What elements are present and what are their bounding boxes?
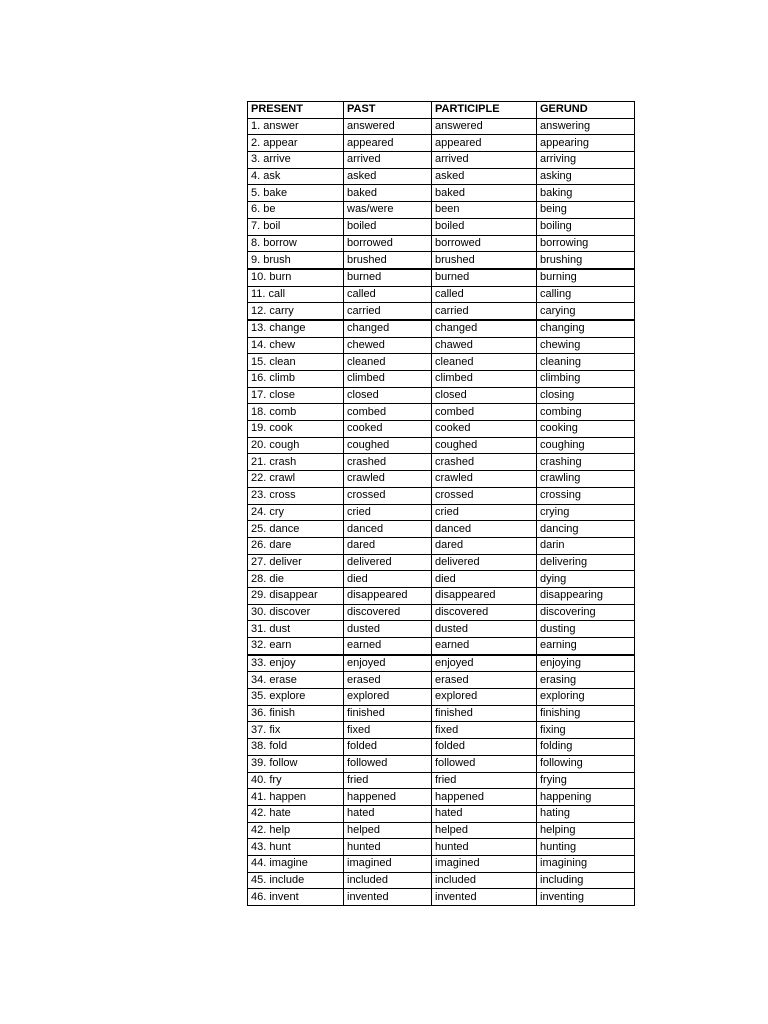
- cell-present: 3. arrive: [248, 152, 344, 169]
- cell-past: disappeared: [344, 587, 432, 604]
- cell-participle: dared: [432, 537, 537, 554]
- cell-gerund: carying: [537, 303, 635, 320]
- table-row: [248, 218, 635, 235]
- cell-gerund: folding: [537, 739, 635, 756]
- cell-gerund: burning: [537, 269, 635, 286]
- cell-present: 28. die: [248, 571, 344, 588]
- cell-past: erased: [344, 672, 432, 689]
- cell-participle: folded: [432, 739, 537, 756]
- cell-present: 7. boil: [248, 218, 344, 235]
- cell-participle: arrived: [432, 152, 537, 169]
- cell-participle: helped: [432, 822, 537, 839]
- cell-gerund: hunting: [537, 839, 635, 856]
- cell-participle: finished: [432, 705, 537, 722]
- cell-participle: cleaned: [432, 354, 537, 371]
- cell-past: climbed: [344, 371, 432, 388]
- table-row: [248, 152, 635, 169]
- cell-participle: followed: [432, 755, 537, 772]
- table-row: [248, 135, 635, 152]
- cell-gerund: boiling: [537, 218, 635, 235]
- table-row: [248, 168, 635, 185]
- cell-present: 44. imagine: [248, 855, 344, 872]
- cell-participle: delivered: [432, 554, 537, 571]
- cell-present: 30. discover: [248, 604, 344, 621]
- cell-gerund: frying: [537, 772, 635, 789]
- cell-past: carried: [344, 303, 432, 320]
- cell-participle: burned: [432, 269, 537, 286]
- cell-past: fixed: [344, 722, 432, 739]
- cell-gerund: dying: [537, 571, 635, 588]
- cell-past: folded: [344, 739, 432, 756]
- header-past: PAST: [344, 102, 432, 119]
- table-row: [248, 202, 635, 219]
- table-row: [248, 371, 635, 388]
- cell-past: enjoyed: [344, 655, 432, 672]
- cell-gerund: delivering: [537, 554, 635, 571]
- table-row: [248, 404, 635, 421]
- cell-gerund: answering: [537, 118, 635, 135]
- cell-participle: happened: [432, 789, 537, 806]
- cell-gerund: imagining: [537, 855, 635, 872]
- cell-past: coughed: [344, 437, 432, 454]
- cell-gerund: crossing: [537, 487, 635, 504]
- cell-past: died: [344, 571, 432, 588]
- table-row: [248, 537, 635, 554]
- cell-gerund: closing: [537, 387, 635, 404]
- cell-participle: coughed: [432, 437, 537, 454]
- cell-participle: disappeared: [432, 587, 537, 604]
- cell-gerund: erasing: [537, 672, 635, 689]
- cell-participle: asked: [432, 168, 537, 185]
- cell-gerund: finishing: [537, 705, 635, 722]
- cell-past: borrowed: [344, 235, 432, 252]
- cell-gerund: changing: [537, 320, 635, 337]
- cell-present: 16. climb: [248, 371, 344, 388]
- cell-participle: changed: [432, 320, 537, 337]
- cell-present: 4. ask: [248, 168, 344, 185]
- cell-past: hunted: [344, 839, 432, 856]
- table-row: [248, 421, 635, 438]
- cell-present: 33. enjoy: [248, 655, 344, 672]
- cell-present: 13. change: [248, 320, 344, 337]
- cell-present: 15. clean: [248, 354, 344, 371]
- cell-gerund: including: [537, 872, 635, 889]
- cell-gerund: following: [537, 755, 635, 772]
- cell-gerund: combing: [537, 404, 635, 421]
- table-row: [248, 655, 635, 672]
- cell-participle: appeared: [432, 135, 537, 152]
- table-row: [248, 286, 635, 303]
- cell-present: 25. dance: [248, 521, 344, 538]
- cell-past: discovered: [344, 604, 432, 621]
- cell-present: 1. answer: [248, 118, 344, 135]
- cell-past: cooked: [344, 421, 432, 438]
- cell-participle: climbed: [432, 371, 537, 388]
- cell-participle: carried: [432, 303, 537, 320]
- table-row: [248, 805, 635, 822]
- cell-participle: cried: [432, 504, 537, 521]
- cell-gerund: dusting: [537, 621, 635, 638]
- cell-past: followed: [344, 755, 432, 772]
- cell-participle: hunted: [432, 839, 537, 856]
- cell-present: 38. fold: [248, 739, 344, 756]
- cell-past: chewed: [344, 337, 432, 354]
- cell-gerund: baking: [537, 185, 635, 202]
- cell-gerund: hating: [537, 805, 635, 822]
- cell-participle: included: [432, 872, 537, 889]
- table-row: [248, 672, 635, 689]
- cell-gerund: disappearing: [537, 587, 635, 604]
- cell-present: 32. earn: [248, 638, 344, 655]
- cell-participle: been: [432, 202, 537, 219]
- table-row: [248, 252, 635, 269]
- table-row: [248, 303, 635, 320]
- header-present: PRESENT: [248, 102, 344, 119]
- cell-participle: erased: [432, 672, 537, 689]
- header-row: [248, 102, 635, 119]
- cell-gerund: brushing: [537, 252, 635, 269]
- cell-participle: borrowed: [432, 235, 537, 252]
- cell-present: 21. crash: [248, 454, 344, 471]
- cell-past: combed: [344, 404, 432, 421]
- cell-gerund: fixing: [537, 722, 635, 739]
- cell-present: 29. disappear: [248, 587, 344, 604]
- table-row: [248, 839, 635, 856]
- cell-past: helped: [344, 822, 432, 839]
- cell-participle: closed: [432, 387, 537, 404]
- cell-past: imagined: [344, 855, 432, 872]
- cell-past: called: [344, 286, 432, 303]
- cell-participle: hated: [432, 805, 537, 822]
- cell-past: answered: [344, 118, 432, 135]
- cell-participle: dusted: [432, 621, 537, 638]
- cell-past: baked: [344, 185, 432, 202]
- cell-gerund: climbing: [537, 371, 635, 388]
- cell-present: 17. close: [248, 387, 344, 404]
- cell-present: 24. cry: [248, 504, 344, 521]
- cell-participle: combed: [432, 404, 537, 421]
- cell-gerund: cooking: [537, 421, 635, 438]
- table-row: [248, 554, 635, 571]
- cell-participle: earned: [432, 638, 537, 655]
- cell-past: fried: [344, 772, 432, 789]
- table-row: [248, 337, 635, 354]
- cell-past: boiled: [344, 218, 432, 235]
- cell-participle: invented: [432, 889, 537, 906]
- cell-present: 43. hunt: [248, 839, 344, 856]
- table-row: [248, 772, 635, 789]
- cell-past: crashed: [344, 454, 432, 471]
- cell-present: 20. cough: [248, 437, 344, 454]
- cell-gerund: inventing: [537, 889, 635, 906]
- cell-gerund: crying: [537, 504, 635, 521]
- cell-gerund: helping: [537, 822, 635, 839]
- table-row: [248, 855, 635, 872]
- cell-present: 2. appear: [248, 135, 344, 152]
- cell-past: invented: [344, 889, 432, 906]
- cell-past: delivered: [344, 554, 432, 571]
- cell-participle: chawed: [432, 337, 537, 354]
- cell-participle: discovered: [432, 604, 537, 621]
- table-row: [248, 621, 635, 638]
- cell-past: arrived: [344, 152, 432, 169]
- cell-gerund: borrowing: [537, 235, 635, 252]
- table-row: [248, 722, 635, 739]
- cell-present: 31. dust: [248, 621, 344, 638]
- cell-past: dared: [344, 537, 432, 554]
- cell-participle: fixed: [432, 722, 537, 739]
- cell-participle: crossed: [432, 487, 537, 504]
- table-row: [248, 789, 635, 806]
- cell-present: 39. follow: [248, 755, 344, 772]
- cell-participle: called: [432, 286, 537, 303]
- cell-past: included: [344, 872, 432, 889]
- table-row: [248, 689, 635, 706]
- cell-past: crossed: [344, 487, 432, 504]
- cell-past: burned: [344, 269, 432, 286]
- table-row: [248, 118, 635, 135]
- cell-participle: died: [432, 571, 537, 588]
- table-row: [248, 604, 635, 621]
- cell-gerund: coughing: [537, 437, 635, 454]
- cell-participle: explored: [432, 689, 537, 706]
- cell-present: 23. cross: [248, 487, 344, 504]
- cell-present: 35. explore: [248, 689, 344, 706]
- table-row: [248, 822, 635, 839]
- cell-present: 40. fry: [248, 772, 344, 789]
- table-row: [248, 454, 635, 471]
- cell-past: earned: [344, 638, 432, 655]
- cell-past: cried: [344, 504, 432, 521]
- cell-participle: boiled: [432, 218, 537, 235]
- table-row: [248, 437, 635, 454]
- cell-participle: brushed: [432, 252, 537, 269]
- cell-present: 45. include: [248, 872, 344, 889]
- cell-present: 36. finish: [248, 705, 344, 722]
- table-row: [248, 755, 635, 772]
- cell-present: 41. happen: [248, 789, 344, 806]
- cell-gerund: discovering: [537, 604, 635, 621]
- table-row: [248, 269, 635, 286]
- cell-past: was/were: [344, 202, 432, 219]
- cell-past: brushed: [344, 252, 432, 269]
- cell-gerund: arriving: [537, 152, 635, 169]
- cell-past: explored: [344, 689, 432, 706]
- cell-gerund: appearing: [537, 135, 635, 152]
- cell-participle: crawled: [432, 471, 537, 488]
- cell-gerund: crawling: [537, 471, 635, 488]
- cell-participle: imagined: [432, 855, 537, 872]
- cell-past: danced: [344, 521, 432, 538]
- table-row: [248, 320, 635, 337]
- cell-gerund: calling: [537, 286, 635, 303]
- cell-participle: fried: [432, 772, 537, 789]
- table-row: [248, 387, 635, 404]
- cell-past: closed: [344, 387, 432, 404]
- cell-past: asked: [344, 168, 432, 185]
- table-row: [248, 487, 635, 504]
- cell-past: dusted: [344, 621, 432, 638]
- cell-present: 6. be: [248, 202, 344, 219]
- table-row: [248, 521, 635, 538]
- table-row: [248, 872, 635, 889]
- table-row: [248, 705, 635, 722]
- cell-past: happened: [344, 789, 432, 806]
- cell-present: 12. carry: [248, 303, 344, 320]
- cell-present: 8. borrow: [248, 235, 344, 252]
- cell-present: 14. chew: [248, 337, 344, 354]
- cell-present: 10. burn: [248, 269, 344, 286]
- cell-gerund: earning: [537, 638, 635, 655]
- table-row: [248, 354, 635, 371]
- cell-present: 22. crawl: [248, 471, 344, 488]
- cell-present: 46. invent: [248, 889, 344, 906]
- cell-present: 42. help: [248, 822, 344, 839]
- table-row: [248, 739, 635, 756]
- cell-past: cleaned: [344, 354, 432, 371]
- header-gerund: GERUND: [537, 102, 635, 119]
- table-row: [248, 504, 635, 521]
- cell-past: appeared: [344, 135, 432, 152]
- table-row: [248, 571, 635, 588]
- table-row: [248, 587, 635, 604]
- cell-past: finished: [344, 705, 432, 722]
- cell-participle: answered: [432, 118, 537, 135]
- cell-participle: cooked: [432, 421, 537, 438]
- cell-present: 34. erase: [248, 672, 344, 689]
- cell-present: 26. dare: [248, 537, 344, 554]
- cell-gerund: asking: [537, 168, 635, 185]
- cell-present: 9. brush: [248, 252, 344, 269]
- header-participle: PARTICIPLE: [432, 102, 537, 119]
- cell-past: changed: [344, 320, 432, 337]
- verb-forms-table: [247, 101, 635, 906]
- cell-participle: danced: [432, 521, 537, 538]
- cell-present: 27. deliver: [248, 554, 344, 571]
- table-row: [248, 471, 635, 488]
- table-row: [248, 185, 635, 202]
- table-row: [248, 235, 635, 252]
- table-row: [248, 638, 635, 655]
- table-row: [248, 889, 635, 906]
- cell-present: 42. hate: [248, 805, 344, 822]
- cell-present: 5. bake: [248, 185, 344, 202]
- cell-gerund: happening: [537, 789, 635, 806]
- cell-present: 11. call: [248, 286, 344, 303]
- cell-gerund: being: [537, 202, 635, 219]
- cell-present: 37. fix: [248, 722, 344, 739]
- cell-present: 19. cook: [248, 421, 344, 438]
- cell-gerund: enjoying: [537, 655, 635, 672]
- cell-participle: crashed: [432, 454, 537, 471]
- table-body: [248, 118, 635, 905]
- cell-gerund: crashing: [537, 454, 635, 471]
- cell-gerund: dancing: [537, 521, 635, 538]
- cell-gerund: exploring: [537, 689, 635, 706]
- cell-participle: baked: [432, 185, 537, 202]
- cell-past: hated: [344, 805, 432, 822]
- cell-gerund: cleaning: [537, 354, 635, 371]
- cell-present: 18. comb: [248, 404, 344, 421]
- cell-past: crawled: [344, 471, 432, 488]
- cell-gerund: darin: [537, 537, 635, 554]
- cell-gerund: chewing: [537, 337, 635, 354]
- cell-participle: enjoyed: [432, 655, 537, 672]
